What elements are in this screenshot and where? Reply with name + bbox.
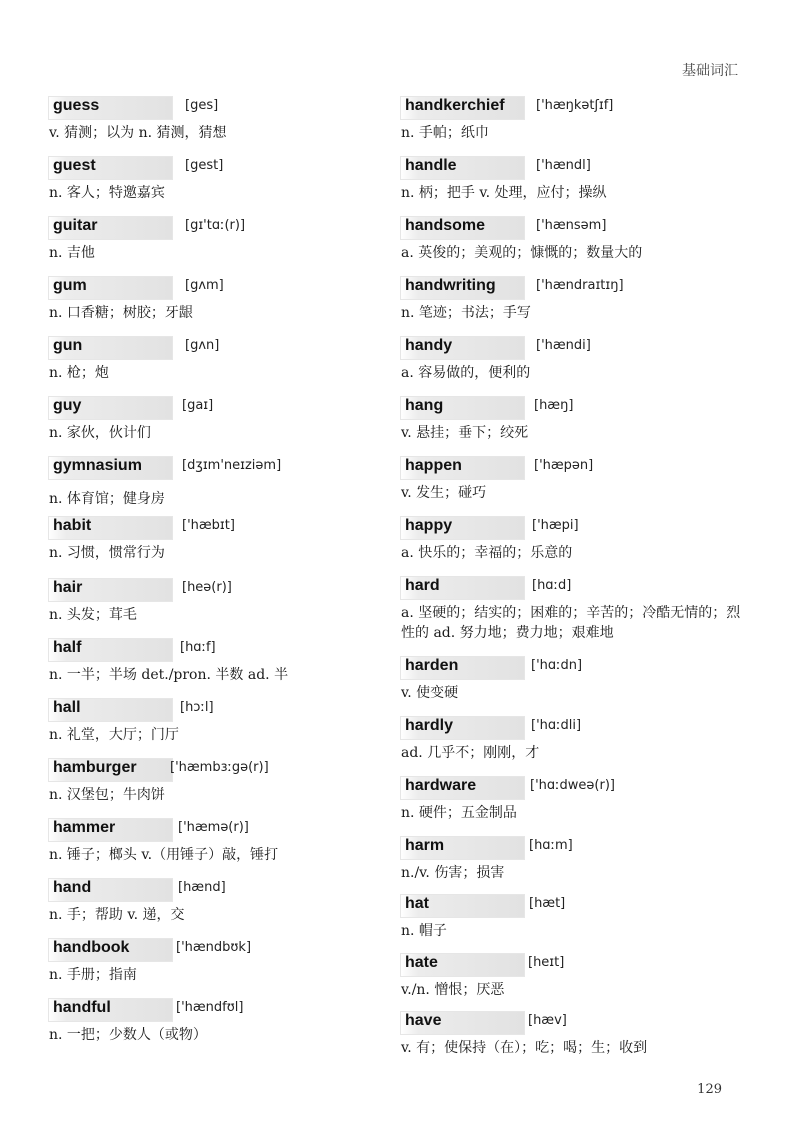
- phonetic: ['hændi]: [536, 338, 591, 353]
- headword: hate: [405, 954, 438, 971]
- entry-hand: [46, 878, 391, 934]
- entry-happy: [398, 516, 743, 572]
- phonetic: ['hændl]: [536, 158, 591, 173]
- headword: handy: [405, 337, 453, 354]
- phonetic: ['hɑːdli]: [531, 718, 582, 733]
- headword: handful: [53, 999, 111, 1016]
- definition: v. 发生；碰巧: [401, 485, 487, 501]
- phonetic: [hæv]: [528, 1013, 567, 1028]
- phonetic: [ges]: [185, 98, 219, 113]
- headword: handsome: [405, 217, 486, 234]
- phonetic: ['hæbɪt]: [182, 518, 235, 533]
- phonetic: [gɪ'tɑː(r)]: [185, 218, 246, 233]
- headword: happy: [405, 517, 453, 534]
- headword: gum: [53, 277, 87, 294]
- phonetic: [gest]: [185, 158, 224, 173]
- headword: have: [405, 1012, 442, 1029]
- headword: guest: [53, 157, 96, 174]
- phonetic: [hænd]: [178, 880, 226, 895]
- entry-have: [398, 1011, 743, 1067]
- definition: n./v. 伤害；损害: [401, 865, 505, 881]
- definition: a. 英俊的；美观的；慷慨的；数量大的: [401, 245, 643, 261]
- phonetic: ['hæpi]: [532, 518, 579, 533]
- entry-gun: [46, 336, 391, 392]
- definition: n. 口香糖；树胶；牙龈: [49, 305, 193, 321]
- definition: n. 习惯，惯常行为: [49, 545, 165, 561]
- definition: n. 帽子: [401, 923, 447, 939]
- definition: v./n. 憎恨；厌恶: [401, 982, 505, 998]
- phonetic: [gaɪ]: [182, 398, 214, 413]
- phonetic: ['hæpən]: [534, 458, 594, 473]
- definition: n. 头发；茸毛: [49, 607, 137, 623]
- entry-gymnasium: [46, 456, 391, 512]
- entry-hardware: [398, 776, 743, 832]
- entry-half: [46, 638, 391, 694]
- headword: gymnasium: [53, 457, 142, 474]
- headword: hat: [405, 895, 429, 912]
- entry-handsome: [398, 216, 743, 272]
- definition: v. 有；使保持（在）；吃；喝；生；收到: [401, 1040, 648, 1056]
- phonetic: ['hændbʊk]: [176, 940, 252, 955]
- headword: handwriting: [405, 277, 496, 294]
- entry-hardly: [398, 716, 743, 772]
- definition: n. 手帕；纸巾: [401, 125, 489, 141]
- headword: handbook: [53, 939, 130, 956]
- headword: hardly: [405, 717, 454, 734]
- entry-hammer: [46, 818, 391, 874]
- entry-handle: [398, 156, 743, 212]
- definition: n. 手；帮助 v. 递，交: [49, 907, 185, 923]
- headword: harm: [405, 837, 445, 854]
- definition: n. 汉堡包；牛肉饼: [49, 787, 165, 803]
- phonetic: [heɪt]: [528, 955, 565, 970]
- entry-guess: [46, 96, 391, 152]
- definition: n. 礼堂，大厅；门厅: [49, 727, 179, 743]
- entry-happen: [398, 456, 743, 512]
- entry-handbook: [46, 938, 391, 994]
- headword: happen: [405, 457, 462, 474]
- phonetic: [hɑːf]: [180, 640, 216, 655]
- definition: n. 体育馆；健身房: [49, 491, 165, 507]
- headword: hair: [53, 579, 83, 596]
- definition: n. 客人；特邀嘉宾: [49, 185, 165, 201]
- definition: a. 容易做的，便利的: [401, 365, 531, 381]
- phonetic: ['hæŋkətʃɪf]: [536, 98, 614, 113]
- entry-handkerchief: [398, 96, 743, 152]
- phonetic: [hɑːm]: [529, 838, 573, 853]
- entry-guest: [46, 156, 391, 212]
- phonetic: [gʌm]: [185, 278, 224, 293]
- headword: hand: [53, 879, 92, 896]
- entry-handful: [46, 998, 391, 1054]
- headword: hammer: [53, 819, 116, 836]
- headword: hall: [53, 699, 81, 716]
- phonetic: ['hɑːdweə(r)]: [530, 778, 615, 793]
- headword: gun: [53, 337, 83, 354]
- entry-harden: [398, 656, 743, 712]
- entry-hard: [398, 576, 743, 656]
- phonetic: ['hæmbɜːgə(r)]: [170, 760, 269, 775]
- phonetic: [dʒɪm'neɪziəm]: [182, 458, 282, 473]
- entry-hang: [398, 396, 743, 452]
- phonetic: ['hændraɪtɪŋ]: [536, 278, 624, 293]
- definition: n. 吉他: [49, 245, 95, 261]
- entry-guy: [46, 396, 391, 452]
- phonetic: ['hæmə(r)]: [178, 820, 249, 835]
- headword: half: [53, 639, 82, 656]
- entry-handy: [398, 336, 743, 392]
- entry-hall: [46, 698, 391, 754]
- definition: n. 手册；指南: [49, 967, 137, 983]
- entry-guitar: [46, 216, 391, 272]
- headword: harden: [405, 657, 459, 674]
- definition: n. 笔迹；书法；手写: [401, 305, 531, 321]
- entry-handwriting: [398, 276, 743, 332]
- phonetic: [hɑːd]: [532, 578, 572, 593]
- entry-gum: [46, 276, 391, 332]
- headword: hamburger: [53, 759, 137, 776]
- definition: v. 猜测；以为 n. 猜测，猜想: [49, 125, 227, 141]
- entry-hair: [46, 578, 391, 634]
- definition: a. 快乐的；幸福的；乐意的: [401, 545, 573, 561]
- headword: hard: [405, 577, 440, 594]
- headword: habit: [53, 517, 92, 534]
- headword: hardware: [405, 777, 477, 794]
- entry-hate: [398, 953, 743, 1009]
- phonetic: [heə(r)]: [182, 580, 232, 595]
- phonetic: ['hɑːdn]: [531, 658, 583, 673]
- definition: n. 硬件；五金制品: [401, 805, 517, 821]
- phonetic: [hæŋ]: [534, 398, 574, 413]
- definition: n. 柄；把手 v. 处理，应付；操纵: [401, 185, 607, 201]
- phonetic: [hæt]: [529, 896, 566, 911]
- definition: n. 一半；半场 det./pron. 半数 ad. 半: [49, 667, 289, 683]
- entry-hat: [398, 894, 743, 950]
- page-header-title: 基础词汇: [682, 63, 738, 79]
- definition: v. 悬挂；垂下；绞死: [401, 425, 529, 441]
- page-number: 129: [697, 1082, 722, 1097]
- definition: n. 一把；少数人（或物）: [49, 1027, 207, 1043]
- entry-habit: [46, 516, 391, 572]
- headword: hang: [405, 397, 444, 414]
- definition: n. 枪；炮: [49, 365, 109, 381]
- headword: guy: [53, 397, 82, 414]
- definition: v. 使变硬: [401, 685, 459, 701]
- phonetic: [hɔːl]: [180, 700, 214, 715]
- entry-hamburger: [46, 758, 391, 814]
- headword: guess: [53, 97, 100, 114]
- definition: ad. 几乎不；刚刚，才: [401, 745, 540, 761]
- phonetic: ['hændfʊl]: [176, 1000, 244, 1015]
- headword: guitar: [53, 217, 98, 234]
- phonetic: [gʌn]: [185, 338, 220, 353]
- entry-harm: [398, 836, 743, 892]
- definition: n. 家伙，伙计们: [49, 425, 151, 441]
- headword: handle: [405, 157, 457, 174]
- headword: handkerchief: [405, 97, 505, 114]
- definition: a. 坚硬的；结实的；困难的；辛苦的；冷酷无情的；烈性的 ad. 努力地；费力地；艰难地: [401, 605, 741, 641]
- definition: n. 锤子；榔头 v.（用锤子）敲，锤打: [49, 847, 279, 863]
- phonetic: ['hænsəm]: [536, 218, 607, 233]
